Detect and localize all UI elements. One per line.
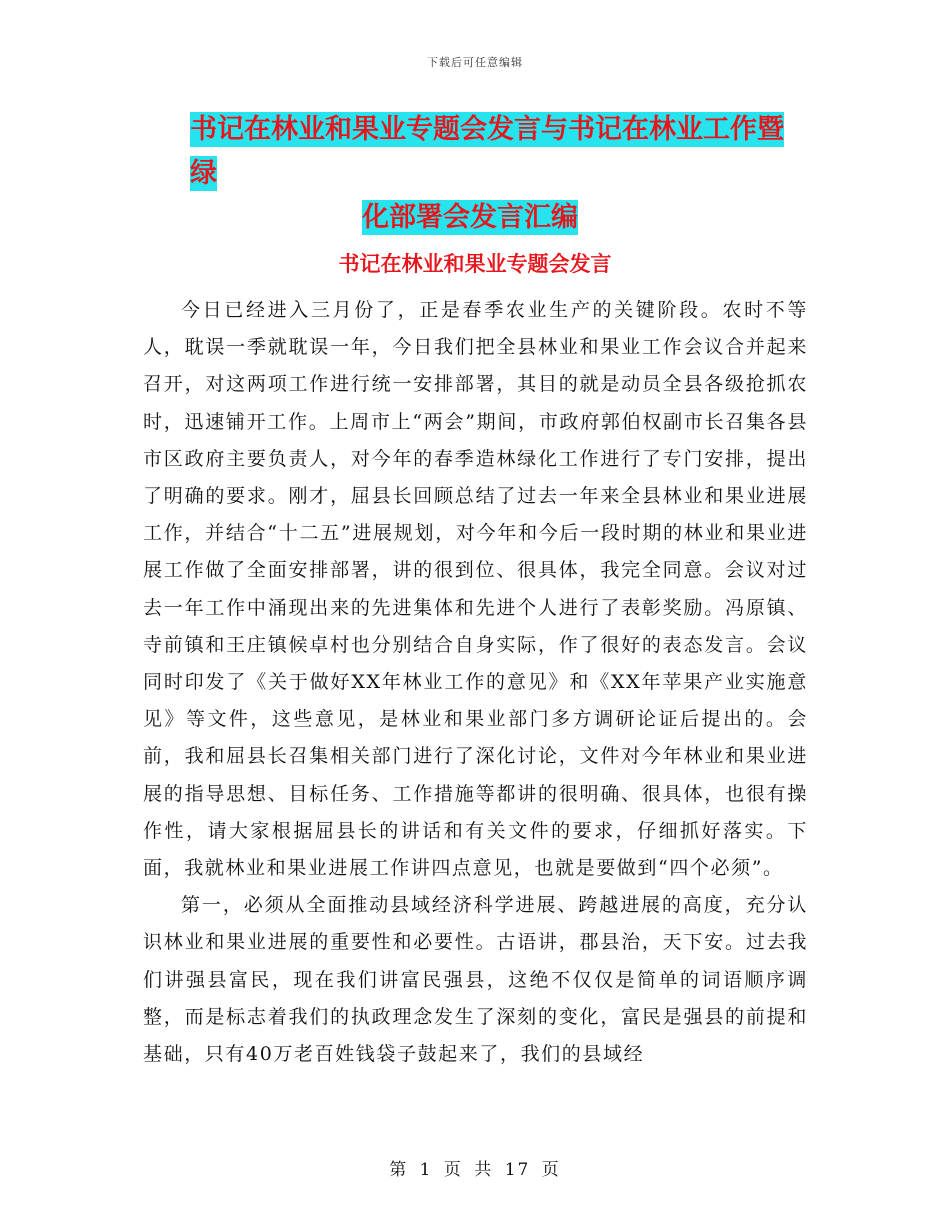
paragraph-1: 今日已经进入三月份了，正是春季农业生产的关键阶段。农时不等人，耽误一季就耽误一年，今日我们把全县林业和果业工作会议合并起来召开，对这两项工作进行统一安排部署，其目的就是动员全县各级抢抓农时，迅速铺开工作。上周市上“两会”期间，市政府郭伯权副市长召集各县市区政府主要负责人，对今年的春季造林绿化工作进行了专门安排，提出了明确的要求。刚才，屈县长回顾总结了过去一年来全县林业和果业进展工作，并结合“十二五”进展规划，对今年和今后一段时期的林业和果业进展工作做了全面安排部署，讲的很到位、很具体，我完全同意。会议对过去一年工作中涌现出来的先进集体和先进个人进行了表彰奖励。冯原镇、寺前镇和王庄镇候卓村也分别结合自身实际，作了很好的表态发言。会议同时印发了《关于做好XX年林业工作的意见》和《XX年苹果产业实施意见》等文件，这些意见，是林业和果业部门多方调研论证后提出的。会前，我和屈县长召集相关部门进行了深化讨论，文件对今年林业和果业进展的指导思想、目标任务、工作措施等都讲的很明确、很具体，也很有操作性，请大家根据屈县长的讲话和有关文件的要求，仔细抓好落实。下面，我就林业和果业进展工作讲四点意见，也就是要做到“四个必须”。 — [143, 299, 808, 880]
document-title-line-1: 书记在林业和果业专题会发言与书记在林业工作暨绿 — [190, 114, 784, 189]
document-title-line-2: 化部署会发言汇编 — [362, 202, 578, 233]
document-title — [190, 108, 810, 240]
document-body — [143, 292, 808, 1073]
section-title: 书记在林业和果业专题会发言 — [338, 251, 612, 276]
paragraph-2: 第一，必须从全面推动县域经济科学进展、跨越进展的高度，充分认识林业和果业进展的重要性和必要性。古语讲，郡县治，天下安。过去我们讲强县富民，现在我们讲富民强县，这绝不仅仅是简单的词语顺序调整，而是标志着我们的执政理念发生了深刻的变化，富民是强县的前提和基础，只有40万老百姓钱袋子鼓起来了，我们的县域经 — [143, 894, 808, 1066]
page-header-note: 下载后可任意编辑 — [427, 56, 523, 69]
page-number-footer: 第 1 页 共 17 页 — [389, 1160, 561, 1180]
